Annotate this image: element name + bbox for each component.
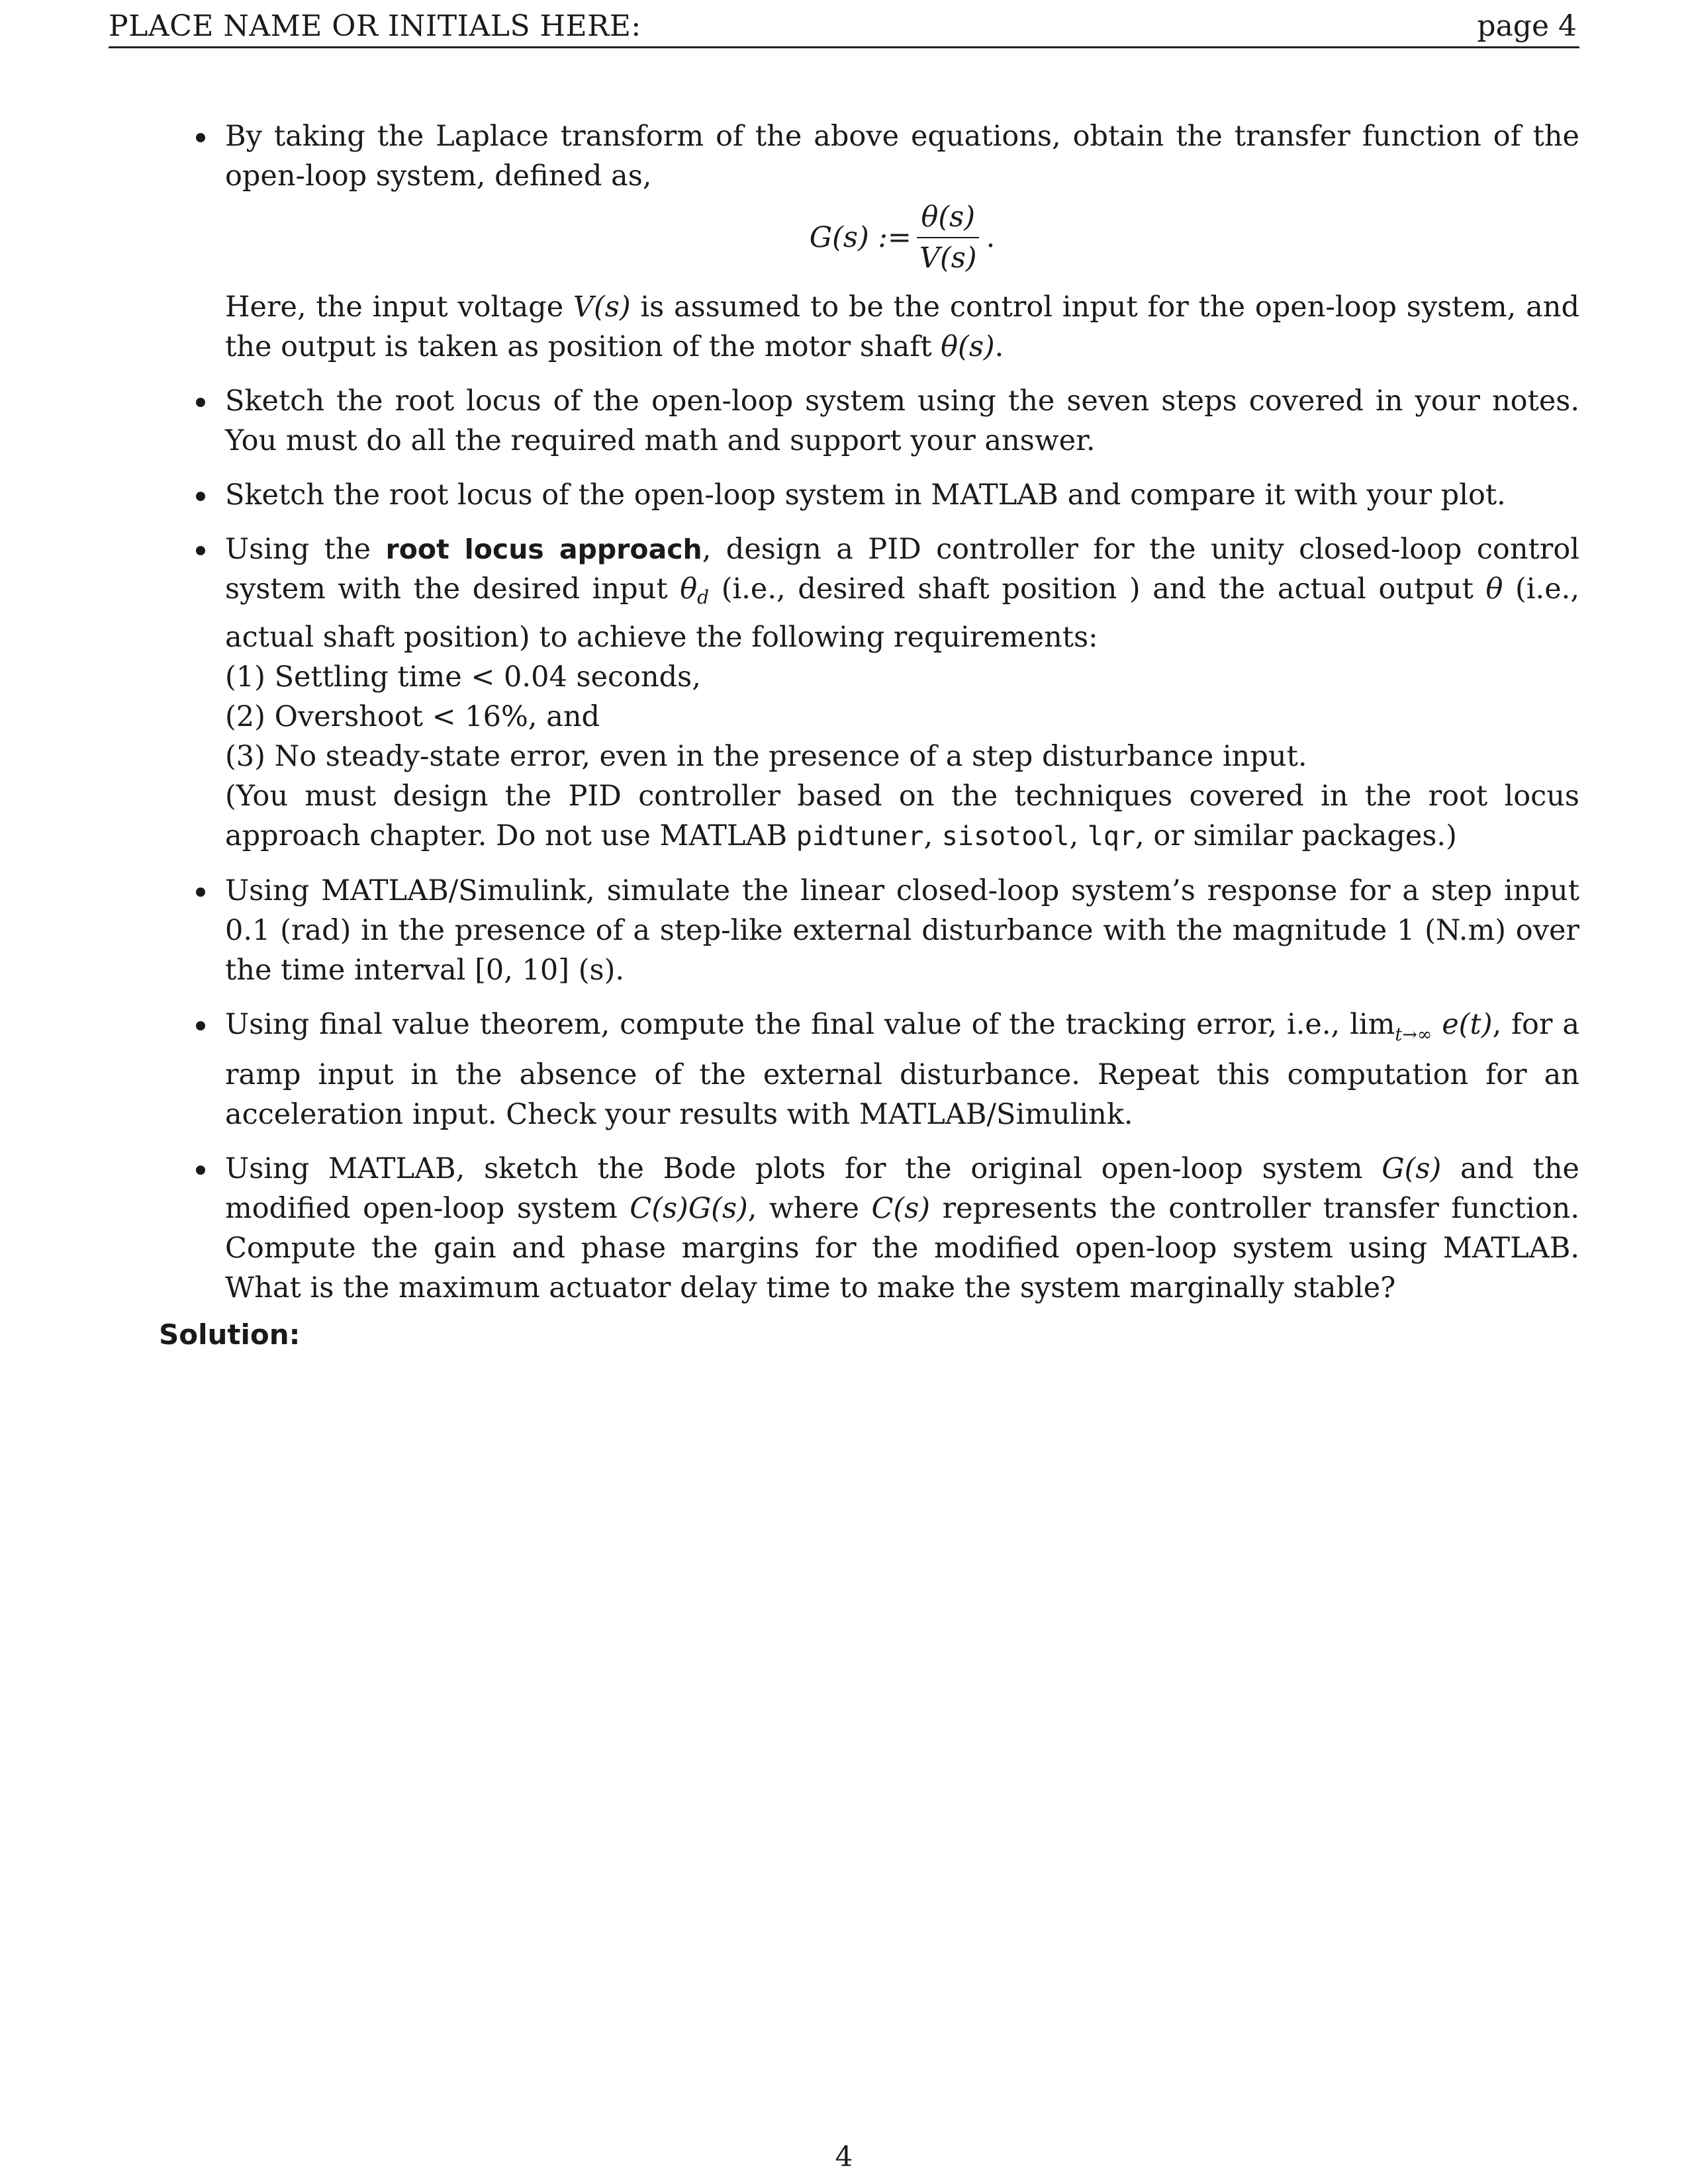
emphasis-root-locus: root locus approach xyxy=(385,533,702,565)
laplace-intro: By taking the Laplace transform of the above equations, obtain the transfer function of the open-loop system, defined as, xyxy=(225,120,1579,193)
text-run: , design a PID controller for the unity closed-loop control system with the desired input xyxy=(225,533,1579,606)
text-run: Using MATLAB, sketch the Bode plots for the original open-loop system xyxy=(225,1152,1382,1185)
math-theta: θ(s) xyxy=(941,330,995,363)
requirement-steady-state: (3) No steady-state error, even in the presence of a step disturbance input. xyxy=(225,740,1307,773)
equation-denominator: V(s) xyxy=(919,242,977,275)
list-item-final-value xyxy=(225,1005,1579,1134)
text-run: Using final value theorem, compute the final value of the tracking error, i.e., xyxy=(225,1008,1350,1041)
text-run: (i.e., actual shaft position) to achieve the following requirements: xyxy=(225,572,1580,654)
text-run: is assumed to be the control input for the open-loop system, and the output is taken as position of the motor shaft xyxy=(225,291,1579,363)
sketch-steps-text: Sketch the root locus of the open-loop system using the seven steps covered in your notes. You must do all the required math and support your answer. xyxy=(225,385,1579,457)
equation-period: . xyxy=(986,221,996,254)
task-list xyxy=(225,116,1579,1308)
equation-numerator: θ(s) xyxy=(917,200,979,238)
list-item-bode xyxy=(225,1149,1579,1308)
equation-fraction xyxy=(915,200,981,275)
final-value-text xyxy=(225,1005,1579,1134)
text-run: , or similar packages.) xyxy=(1135,819,1457,852)
math-lim-subscript: t→∞ xyxy=(1395,1024,1432,1045)
text-run: , xyxy=(923,819,942,852)
bode-text xyxy=(225,1149,1579,1308)
math-c-g-of-s: C(s)G(s) xyxy=(630,1192,748,1225)
list-item-laplace xyxy=(225,116,1579,367)
text-run: (You must design the PID controller based on the techniques covered in the root locus approach chapter. Do not use MATLAB xyxy=(225,780,1579,852)
laplace-explanation xyxy=(225,287,1579,367)
requirement-note xyxy=(225,776,1579,856)
text-run: . xyxy=(994,330,1004,363)
math-theta: θ xyxy=(1485,572,1503,606)
code-lqr: lqr xyxy=(1087,821,1136,852)
text-run: , for a ramp input in the absence of the external disturbance. Repeat this computation for an acceleration input. Check your results with MATLAB/Simulink. xyxy=(225,1008,1579,1131)
sketch-matlab-text: Sketch the root locus of the open-loop system in MATLAB and compare it with your plot. xyxy=(225,478,1506,512)
text-run: represents the controller transfer function. Compute the gain and phase margins for the modified open-loop system using MATLAB. What is the maximum actuator delay time to make the system marginally stable? xyxy=(225,1192,1579,1304)
transfer-function-equation xyxy=(225,200,1579,275)
list-item-sketch-steps xyxy=(225,381,1579,461)
list-item-sketch-matlab xyxy=(225,475,1579,515)
text-run: Using the xyxy=(225,533,386,566)
math-g-of-s: G(s) xyxy=(1382,1152,1442,1185)
requirement-settling: (1) Settling time < 0.04 seconds, xyxy=(225,660,701,694)
code-sisotool: sisotool xyxy=(941,821,1070,852)
text-run: , xyxy=(1069,819,1088,852)
pid-text xyxy=(225,529,1579,856)
simulink-text: Using MATLAB/Simulink, simulate the linear closed-loop system’s response for a step input 0.1 (rad) in the presence of a step-like external disturbance with the magnitude 1 (N.m) over the time interval [0, 10] (s). xyxy=(225,874,1579,987)
header-page-label: page 4 xyxy=(1477,9,1577,43)
requirement-overshoot: (2) Overshoot < 16%, and xyxy=(225,700,600,733)
running-header xyxy=(109,4,1579,48)
math-subscript-d: d xyxy=(697,586,710,608)
equation-lhs: G(s) := xyxy=(809,221,912,254)
math-error: e(t) xyxy=(1432,1008,1493,1041)
text-run: , where xyxy=(747,1192,872,1225)
math-voltage: V(s) xyxy=(573,291,631,324)
text-run: (i.e., desired shaft position ) and the actual output xyxy=(709,572,1486,606)
math-lim: lim xyxy=(1350,1008,1395,1041)
text-run: Here, the input voltage xyxy=(225,291,573,324)
page-number: 4 xyxy=(835,2140,853,2173)
math-theta-d: θ xyxy=(680,572,698,606)
text-run: and the modified open-loop system xyxy=(225,1152,1579,1225)
solution-label: Solution: xyxy=(159,1318,301,1351)
math-c-of-s: C(s) xyxy=(871,1192,931,1225)
name-placeholder: PLACE NAME OR INITIALS HERE: xyxy=(109,9,641,43)
list-item-pid xyxy=(225,529,1579,856)
list-item-simulink xyxy=(225,871,1579,990)
code-pidtuner: pidtuner xyxy=(796,821,924,852)
